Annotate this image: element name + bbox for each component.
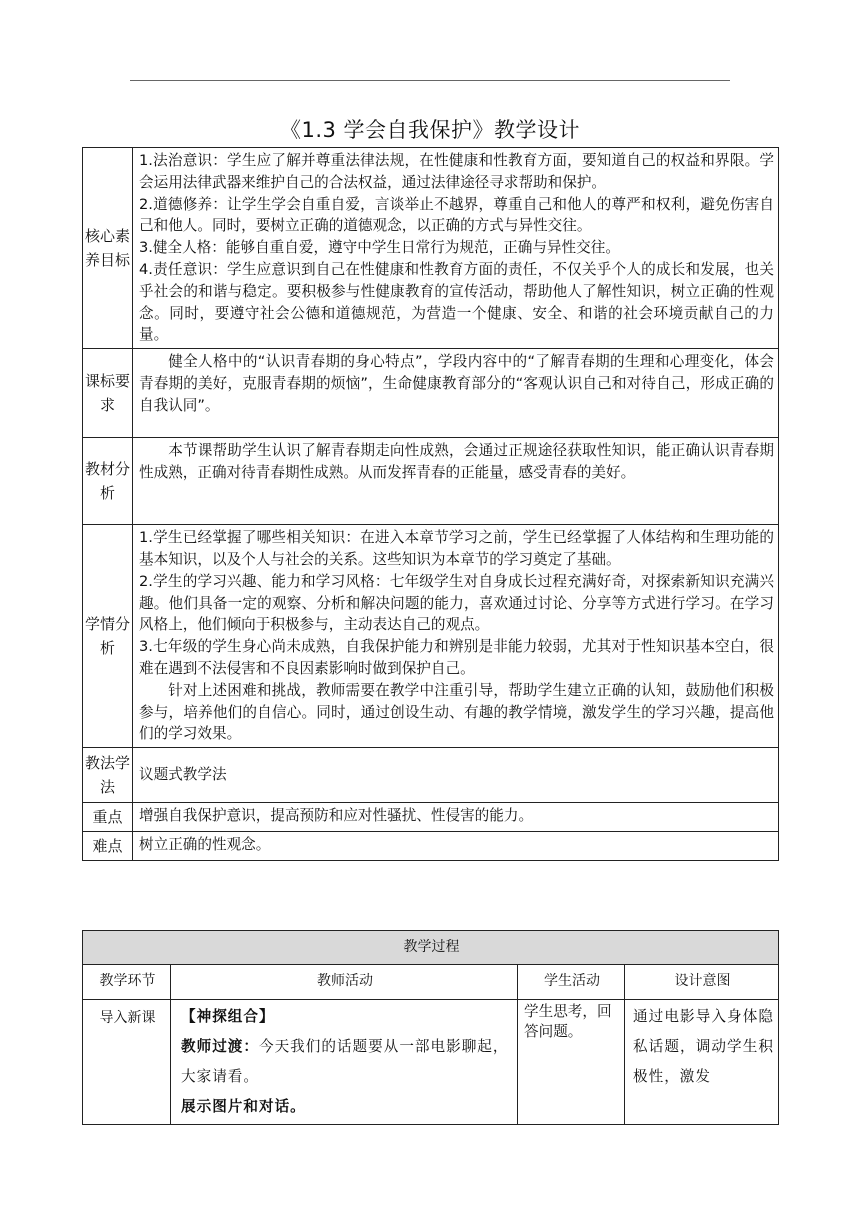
content-key-point: 增强自我保护意识，提高预防和应对性骚扰、性侵害的能力。 [133,803,779,832]
teacher-activity-text [181,1032,513,1092]
core-goal-item: 1.法治意识：学生应了解并尊重法律法规，在性健康和性教育方面，要知道自己的权益和界限。学会运用法律武器来维护自己的合法权益，通过法律途径寻求帮助和保护。 [139,152,774,191]
row-standard [83,349,779,438]
label-students: 学情分析 [83,525,133,748]
row-students [83,525,779,748]
content-students [133,525,779,748]
process-column-headers [83,965,779,1000]
content-core-goals [133,148,779,349]
label-method: 教法学法 [83,748,133,803]
core-goal-item: 3.健全人格：能够自重自爱，遵守中学生日常行为规范，正确与异性交往。 [139,239,620,257]
process-table [82,930,779,1125]
row-difficulty [83,832,779,861]
process-design-intent: 通过电影导入身体隐私话题，调动学生积极性，激发 [625,1000,779,1125]
process-stage: 导入新课 [83,1000,171,1125]
label-material: 教材分析 [83,438,133,525]
students-item: 3.七年级的学生身心尚未成熟，自我保护能力和辨别是非能力较弱，尤其对于性知识基本空白，很难在遇到不法侵害和不良因素影响时做到保护自己。 [139,638,774,677]
process-teacher-activity [171,1000,518,1125]
col-header-stage: 教学环节 [83,965,171,1000]
label-standard: 课标要求 [83,349,133,438]
core-goal-item: 4.责任意识：学生应意识到自己在性健康和性教育方面的责任，不仅关乎个人的成长和发展，也关乎社会的和谐与稳定。要积极参与性健康教育的宣传活动，帮助他人了解性知识，树立正确的性观念。同时，要遵守社会公德和道德规范，为营造一个健康、安全、和谐的社会环境贡献自己的力量。 [139,260,774,344]
lesson-plan-table [82,147,779,861]
standard-text: 健全人格中的“认识青春期的身心特点”，学段内容中的“了解青春期的生理和心理变化，体会青春期的美好，克服青春期的烦恼”，生命健康教育部分的“客观认识自己和对待自己，形成正确的自我认同”。 [139,353,774,414]
row-key-point [83,803,779,832]
col-header-student: 学生活动 [518,965,625,1000]
material-text: 本节课帮助学生认识了解青春期走向性成熟，会通过正规途径获取性知识，能正确认识青春期性成熟，正确对待青春期性成熟。从而发挥青春的正能量，感受青春的美好。 [139,442,774,481]
label-key-point: 重点 [83,803,133,832]
process-student-activity: 学生思考，回答问题。 [518,1000,625,1125]
students-closing: 针对上述困难和挑战，教师需要在教学中注重引导，帮助学生建立正确的认知，鼓励他们积极参与，培养他们的自信心。同时，通过创设生动、有趣的教学情境，激发学生的学习兴趣，提高他们的学习效果。 [139,681,774,743]
content-standard [133,349,779,438]
process-row [83,1000,779,1125]
content-material [133,438,779,525]
row-material [83,438,779,525]
teacher-lead-label: 教师过渡： [181,1038,259,1055]
header-rule [130,80,730,81]
students-item: 1.学生已经掌握了哪些相关知识：在进入本章节学习之前，学生已经掌握了人体结构和生理功能的基本知识，以及个人与社会的关系。这些知识为本章节的学习奠定了基础。 [139,529,774,568]
label-difficulty: 难点 [83,832,133,861]
teacher-activity-show: 展示图片和对话。 [181,1098,306,1115]
students-item: 2.学生的学习兴趣、能力和学习风格：七年级学生对自身成长过程充满好奇，对探索新知识充满兴趣。他们具备一定的观察、分析和解决问题的能力，喜欢通过讨论、分享等方式进行学习。在学习风格上，他们倾向于积极参与，主动表达自己的观点。 [139,572,774,634]
process-heading: 教学过程 [83,931,779,965]
row-core-goals [83,148,779,349]
document-title: 《1.3 学会自我保护》教学设计 [279,118,581,142]
process-heading-row [83,931,779,965]
row-method [83,748,779,803]
content-method: 议题式教学法 [133,748,779,803]
teacher-lead-text: 今天我们的话题要从一部电影聊起，大家请看。 [181,1038,509,1085]
col-header-intent: 设计意图 [625,965,779,1000]
label-core-goals: 核心素养目标 [83,148,133,349]
core-goal-item: 2.道德修养：让学生学会自重自爱，言谈举止不越界，尊重自己和他人的尊严和权利，避免伤害自己和他人。同时，要树立正确的道德观念，以正确的方式与异性交往。 [139,195,774,235]
teacher-activity-title: 【神探组合】 [181,1008,275,1025]
content-difficulty: 树立正确的性观念。 [133,832,779,861]
col-header-teacher: 教师活动 [171,965,518,1000]
